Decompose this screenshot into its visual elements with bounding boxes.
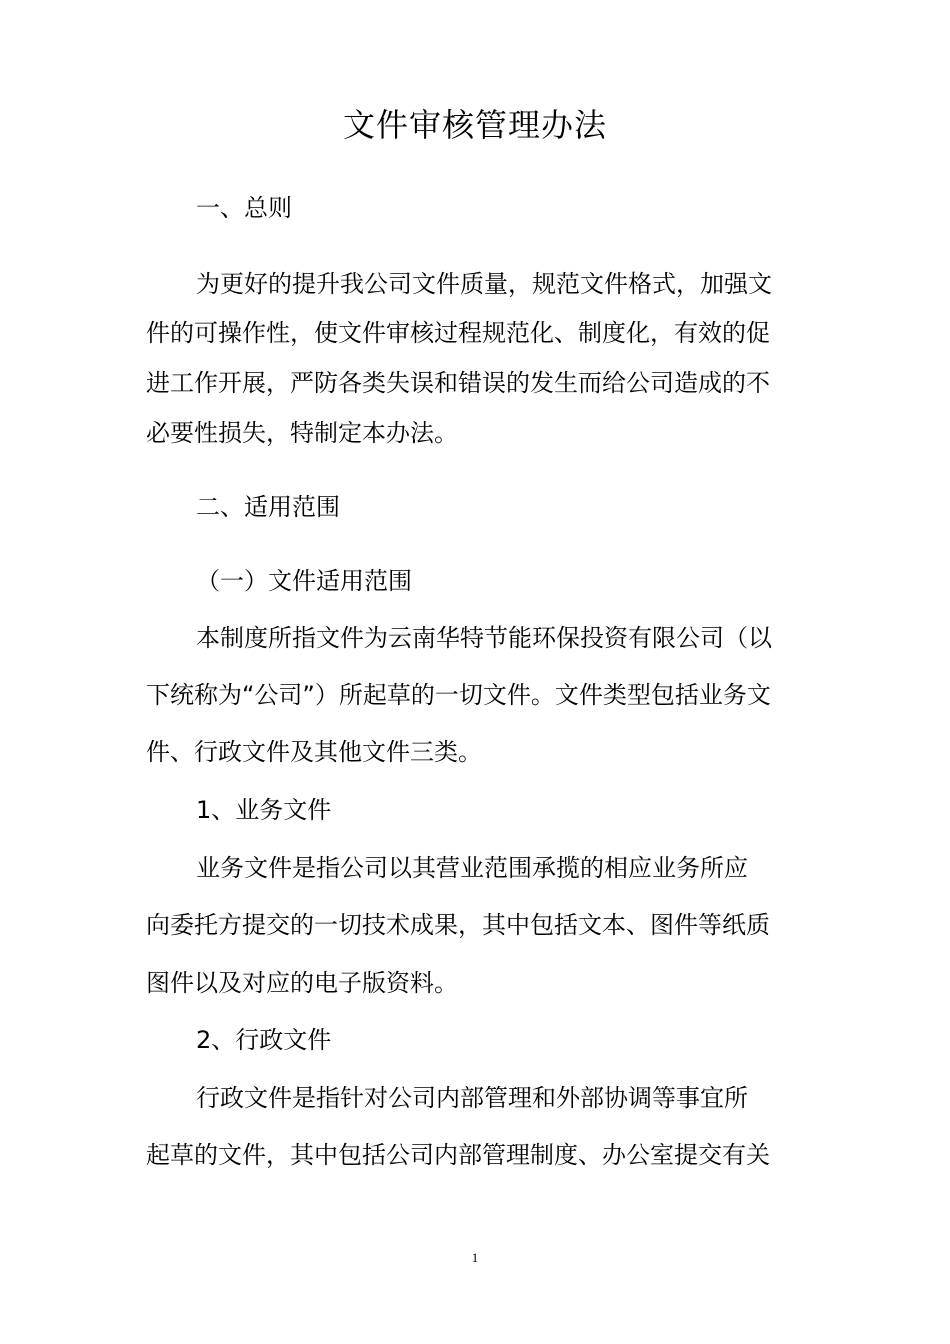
paragraph-line: 本制度所指文件为云南华特节能环保投资有限公司（以	[196, 624, 772, 652]
paragraph-line: 必要性损失，特制定本办法。	[146, 419, 458, 447]
paragraph-line: 行政文件是指针对公司内部管理和外部协调等事宜所	[196, 1084, 748, 1112]
paragraph-line: 业务文件是指公司以其营业范围承揽的相应业务所应	[196, 854, 748, 882]
section-heading-scope: 二、适用范围	[196, 493, 340, 521]
paragraph-line: 图件以及对应的电子版资料。	[146, 969, 458, 997]
paragraph-line: 件、行政文件及其他文件三类。	[146, 738, 482, 766]
page-number: 1	[471, 1250, 479, 1265]
item-heading-administrative-documents: 2、行政文件	[196, 1026, 332, 1054]
item-heading-business-documents: 1、业务文件	[196, 796, 332, 824]
paragraph-line: 向委托方提交的一切技术成果，其中包括文本、图件等纸质	[146, 911, 770, 939]
paragraph-line: 件的可操作性，使文件审核过程规范化、制度化，有效的促	[146, 319, 770, 347]
document-title: 文件审核管理办法	[342, 106, 607, 144]
paragraph-line: 下统称为“公司”）所起草的一切文件。文件类型包括业务文	[146, 681, 771, 709]
paragraph-line: 为更好的提升我公司文件质量，规范文件格式，加强文	[196, 270, 772, 298]
subsection-heading-document-scope: （一）文件适用范围	[196, 567, 412, 595]
paragraph-line: 起草的文件，其中包括公司内部管理制度、办公室提交有关	[146, 1141, 770, 1169]
section-heading-general: 一、总则	[196, 194, 292, 222]
paragraph-line: 进工作开展，严防各类失误和错误的发生而给公司造成的不	[146, 369, 770, 397]
